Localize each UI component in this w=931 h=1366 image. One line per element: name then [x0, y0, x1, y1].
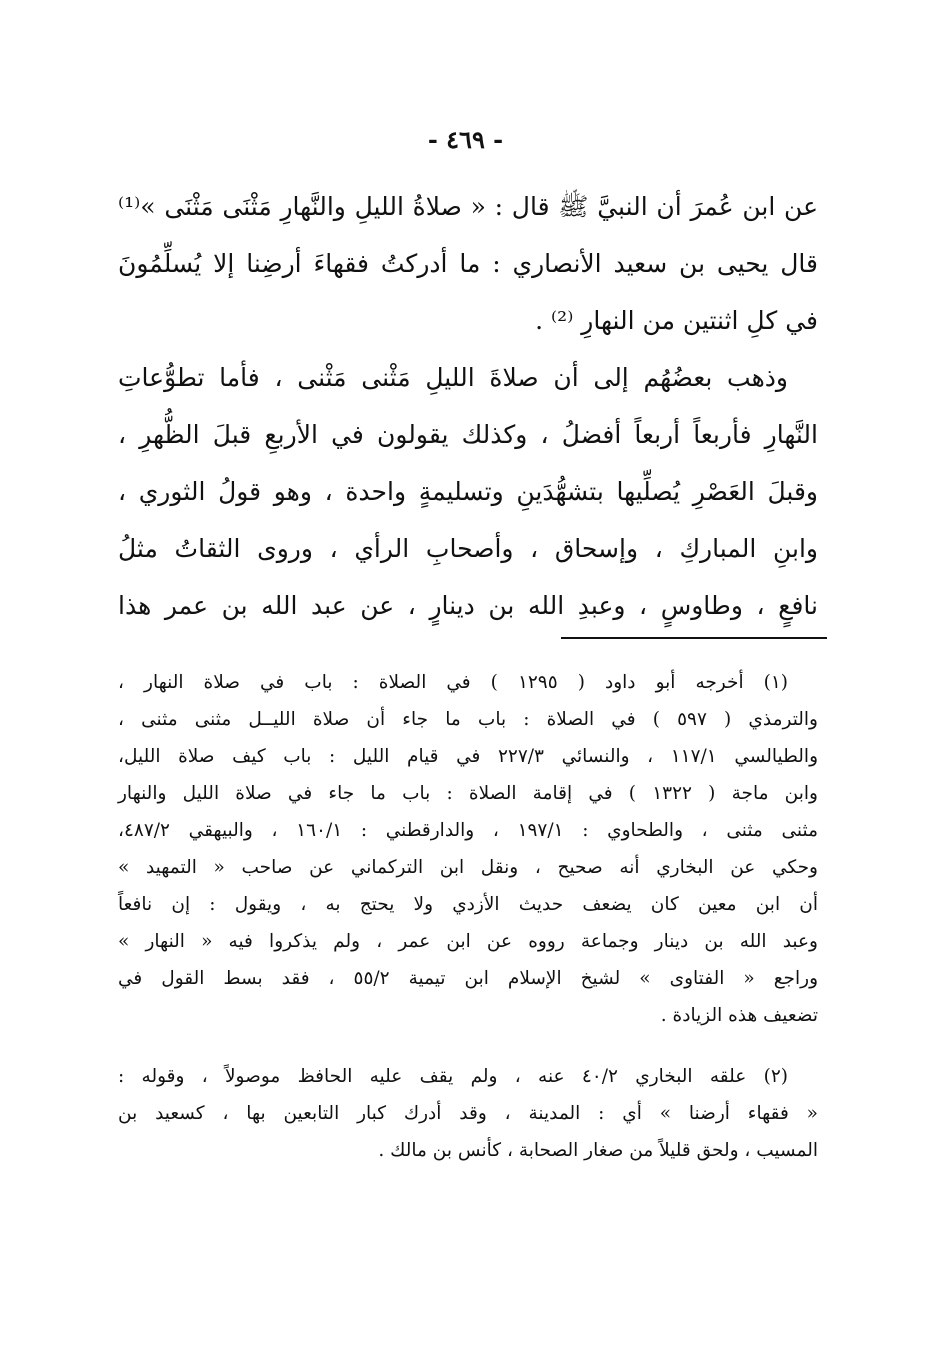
footnote-2 — [118, 1058, 818, 1169]
footnote-line: أن ابن معين كان يضعف حديث الأزدي ولا يحتج به ، ويقول : إن نافعاً — [118, 894, 818, 915]
footnote-line: « فقهاء أرضنا » أي : المدينة ، وقد أدرك كبار التابعين بها ، كسعيد بن — [118, 1103, 818, 1124]
main-text-line: النَّهارِ فأربعاً أربعاً أفضلُ ، وكذلك يقولون في الأربعِ قبلَ الظُّهرِ ، — [118, 420, 818, 449]
footnotes — [118, 664, 818, 1169]
main-text-line: عن ابن عُمرَ أن النبيَّ ﷺ قال : « صلاةُ الليلِ والنَّهارِ مَثْنَى مَثْنَى »⁽¹⁾ — [118, 192, 818, 221]
main-text — [118, 178, 818, 634]
main-text-line: وقبلَ العَصْرِ يُصلِّيها بتشهُّدَينِ وتسليمةٍ واحدة ، وهو قولُ الثوري ، — [118, 477, 818, 506]
main-text-line: في كلِ اثنتين من النهارِ ⁽²⁾ . — [535, 306, 818, 335]
footnote-line: وعبد الله بن دينار وجماعة رووه عن ابن عمر ، ولم يذكروا فيه « النهار » — [118, 931, 818, 952]
footnote-line: تضعيف هذه الزيادة . — [660, 1005, 818, 1026]
footnote-line: وابن ماجة ( ١٣٢٢ ) في إقامة الصلاة : باب ما جاء في صلاة الليل والنهار — [118, 783, 818, 804]
footnote-line: (٢) علقه البخاري ٤٠/٢ عنه ، ولم يقف عليه الحافظ موصولاً ، وقوله : — [118, 1066, 788, 1087]
footnote-line: وراجع « الفتاوى » لشيخ الإسلام ابن تيمية ٥٥/٢ ، فقد بسط القول في — [118, 968, 819, 989]
footnote-divider — [561, 637, 827, 639]
footnote-line: والطيالسي ١١٧/١ ، والنسائي ٢٢٧/٣ في قيام الليل : باب كيف صلاة الليل، — [118, 746, 819, 767]
footnote-line: المسيب ، ولحق قليلاً من صغار الصحابة ، كأنس بن مالك . — [378, 1140, 818, 1161]
footnote-1 — [118, 664, 818, 1034]
footnote-line: (١) أخرجه أبو داود ( ١٢٩٥ ) في الصلاة : باب في صلاة النهار ، — [118, 672, 788, 693]
main-text-line: قال يحيى بن سعيد الأنصاري : ما أدركتُ فقهاءَ أرضِنا إلا يُسلِّمُونَ — [118, 249, 818, 278]
main-text-line: نافعٍ ، وطاوسٍ ، وعبدِ الله بن دينارٍ ، عن عبد الله بن عمر هذا — [118, 591, 818, 620]
footnote-gap — [118, 1034, 818, 1058]
main-text-line: وذهب بعضُهُم إلى أن صلاةَ الليلِ مَثْنى مَثْنى ، فأما تطوُّعاتِ — [118, 363, 788, 392]
page-number: - ٤٦٩ - — [427, 125, 504, 154]
main-text-line: وابنِ المباركِ ، وإسحاق ، وأصحابِ الرأي ، وروى الثقاتُ مثلُ — [118, 534, 818, 563]
footnote-line: مثنى مثنى ، والطحاوي : ١٩٧/١ ، والدارقطني : ١٦٠/١ ، والبيهقي ٤٨٧/٢، — [118, 820, 818, 841]
footnote-line: والترمذي ( ٥٩٧ ) في الصلاة : باب ما جاء أن صلاة الليــل مثنى مثنى ، — [118, 709, 818, 730]
footnote-line: وحكي عن البخاري أنه صحيح ، ونقل ابن التركماني عن صاحب « التمهيد » — [118, 857, 818, 878]
